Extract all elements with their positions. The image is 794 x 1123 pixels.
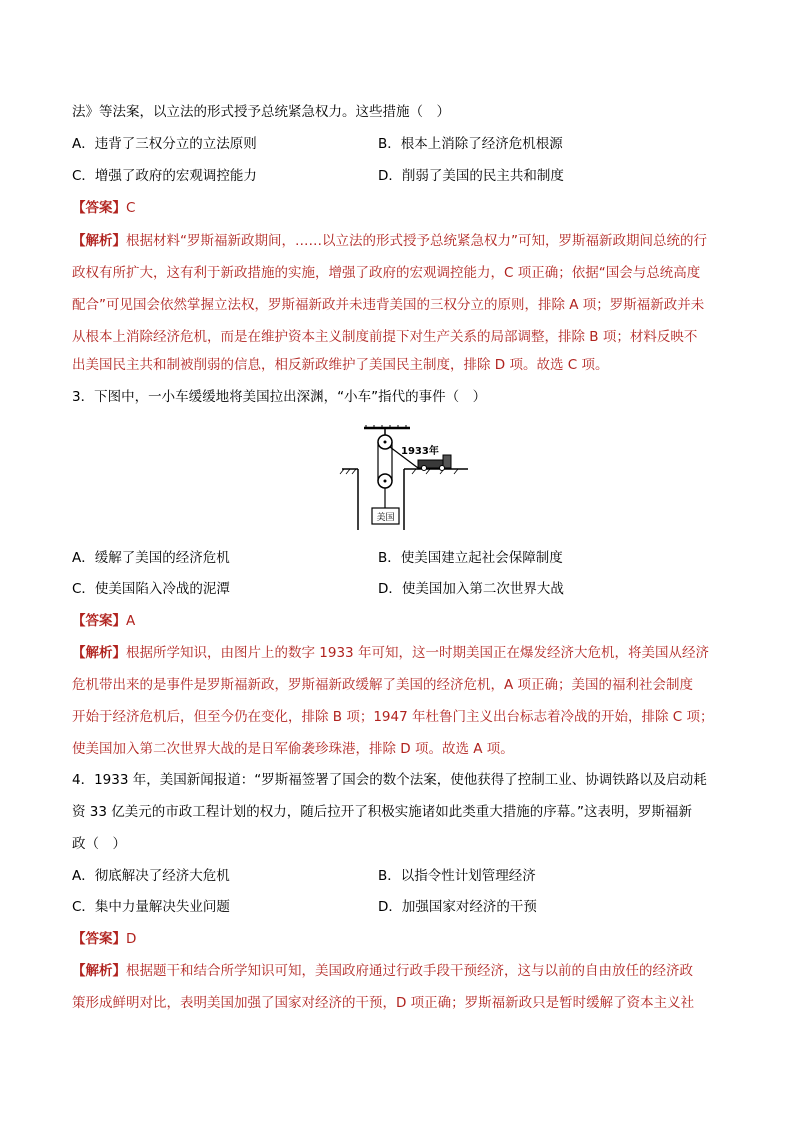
q2-analysis-line-5: 出美国民主共和制被削弱的信息，相反新政维护了美国民主制度，排除 D 项。故选 C 项。 <box>72 357 609 373</box>
q2-analysis-line-1: 【解析】根据材料“罗斯福新政期间，……以立法的形式授予总统紧急权力”可知，罗斯福新政期间总统的行 <box>72 233 707 249</box>
q2-analysis-label: 【解析】 <box>72 233 126 249</box>
q2-analysis-line-3: 配合”可见国会依然掌握立法权，罗斯福新政并未违背美国的三权分立的原则，排除 A 项；罗斯福新政并未 <box>72 297 705 313</box>
q4-option-a: A．彻底解决了经济大危机 <box>72 868 230 884</box>
q3-analysis-line-4: 使美国加入第二次世界大战的是日军偷袭珍珠港，排除 D 项。故选 A 项。 <box>72 741 514 757</box>
q2-option-a: A．违背了三权分立的立法原则 <box>72 136 257 152</box>
figure-box-label: 美国 <box>376 513 395 523</box>
q2-option-b: B．根本上消除了经济危机根源 <box>378 136 563 152</box>
q2-analysis-line-2: 政权有所扩大，这有利于新政措施的实施，增强了政府的宏观调控能力，C 项正确；依据“国会与总统高度 <box>72 265 701 281</box>
q4-answer <box>72 930 136 948</box>
q3-analysis-line-1: 【解析】根据所学知识，由图片上的数字 1933 年可知，这一时期美国正在爆发经济大危机，将美国从经济 <box>72 645 709 661</box>
q2-answer <box>72 199 135 217</box>
q3-stem: 3．下图中，一小车缓缓地将美国拉出深渊，“小车”指代的事件（ ） <box>72 389 487 405</box>
q3-option-a: A．缓解了美国的经济危机 <box>72 550 230 566</box>
q3-analysis-line-2: 危机带出来的是事件是罗斯福新政，罗斯福新政缓解了美国的经济危机，A 项正确；美国的福利社会制度 <box>72 677 694 693</box>
q4-answer-label: 【答案】 <box>72 931 126 947</box>
q4-answer-value: D <box>126 931 137 947</box>
q3-answer-value: A <box>126 613 136 629</box>
q2-option-c: C．增强了政府的宏观调控能力 <box>72 168 257 184</box>
q3-analysis-line-3: 开始于经济危机后，但至今仍在变化，排除 B 项；1947 年杜鲁门主义出台标志着冷战的开始，排除 C 项； <box>72 709 714 725</box>
q2-answer-label: 【答案】 <box>72 200 126 216</box>
q3-answer-label: 【答案】 <box>72 613 126 629</box>
q2-option-d: D．削弱了美国的民主共和制度 <box>378 168 564 184</box>
q3-option-b: B．使美国建立起社会保障制度 <box>378 550 563 566</box>
figure-year-label: 1933年 <box>401 446 439 457</box>
pulley-cartoon-figure <box>330 424 480 530</box>
q4-option-d: D．加强国家对经济的干预 <box>378 899 537 915</box>
q3-option-d: D．使美国加入第二次世界大战 <box>378 581 564 597</box>
q4-option-c: C．集中力量解决失业问题 <box>72 899 230 915</box>
q4-stem-line-2: 资 33 亿美元的市政工程计划的权力，随后拉开了积极实施诸如此类重大措施的序幕。”这表明，罗斯福新 <box>72 804 693 820</box>
q4-stem-line-3: 政（ ） <box>72 836 126 852</box>
q4-option-b: B．以指令性计划管理经济 <box>378 868 536 884</box>
q3-answer <box>72 612 135 630</box>
q3-option-c: C．使美国陷入冷战的泥潭 <box>72 581 230 597</box>
q2-answer-value: C <box>126 200 136 216</box>
q3-analysis-label: 【解析】 <box>72 645 126 661</box>
q4-analysis-line-2: 策形成鲜明对比，表明美国加强了国家对经济的干预，D 项正确；罗斯福新政只是暂时缓解了资本主义社 <box>72 995 695 1011</box>
q4-analysis-line-1: 【解析】根据题干和结合所学知识可知，美国政府通过行政手段干预经济，这与以前的自由放任的经济政 <box>72 963 693 979</box>
q2-stem-tail: 法》等法案，以立法的形式授予总统紧急权力。这些措施（ ） <box>72 104 450 120</box>
q2-analysis-line-4: 从根本上消除经济危机，而是在维护资本主义制度前提下对生产关系的局部调整，排除 B 项；材料反映不 <box>72 329 698 345</box>
q4-stem-line-1: 4．1933 年，美国新闻报道：“罗斯福签署了国会的数个法案，使他获得了控制工业、协调铁路以及启动耗 <box>72 772 707 788</box>
q4-analysis-label: 【解析】 <box>72 963 126 979</box>
